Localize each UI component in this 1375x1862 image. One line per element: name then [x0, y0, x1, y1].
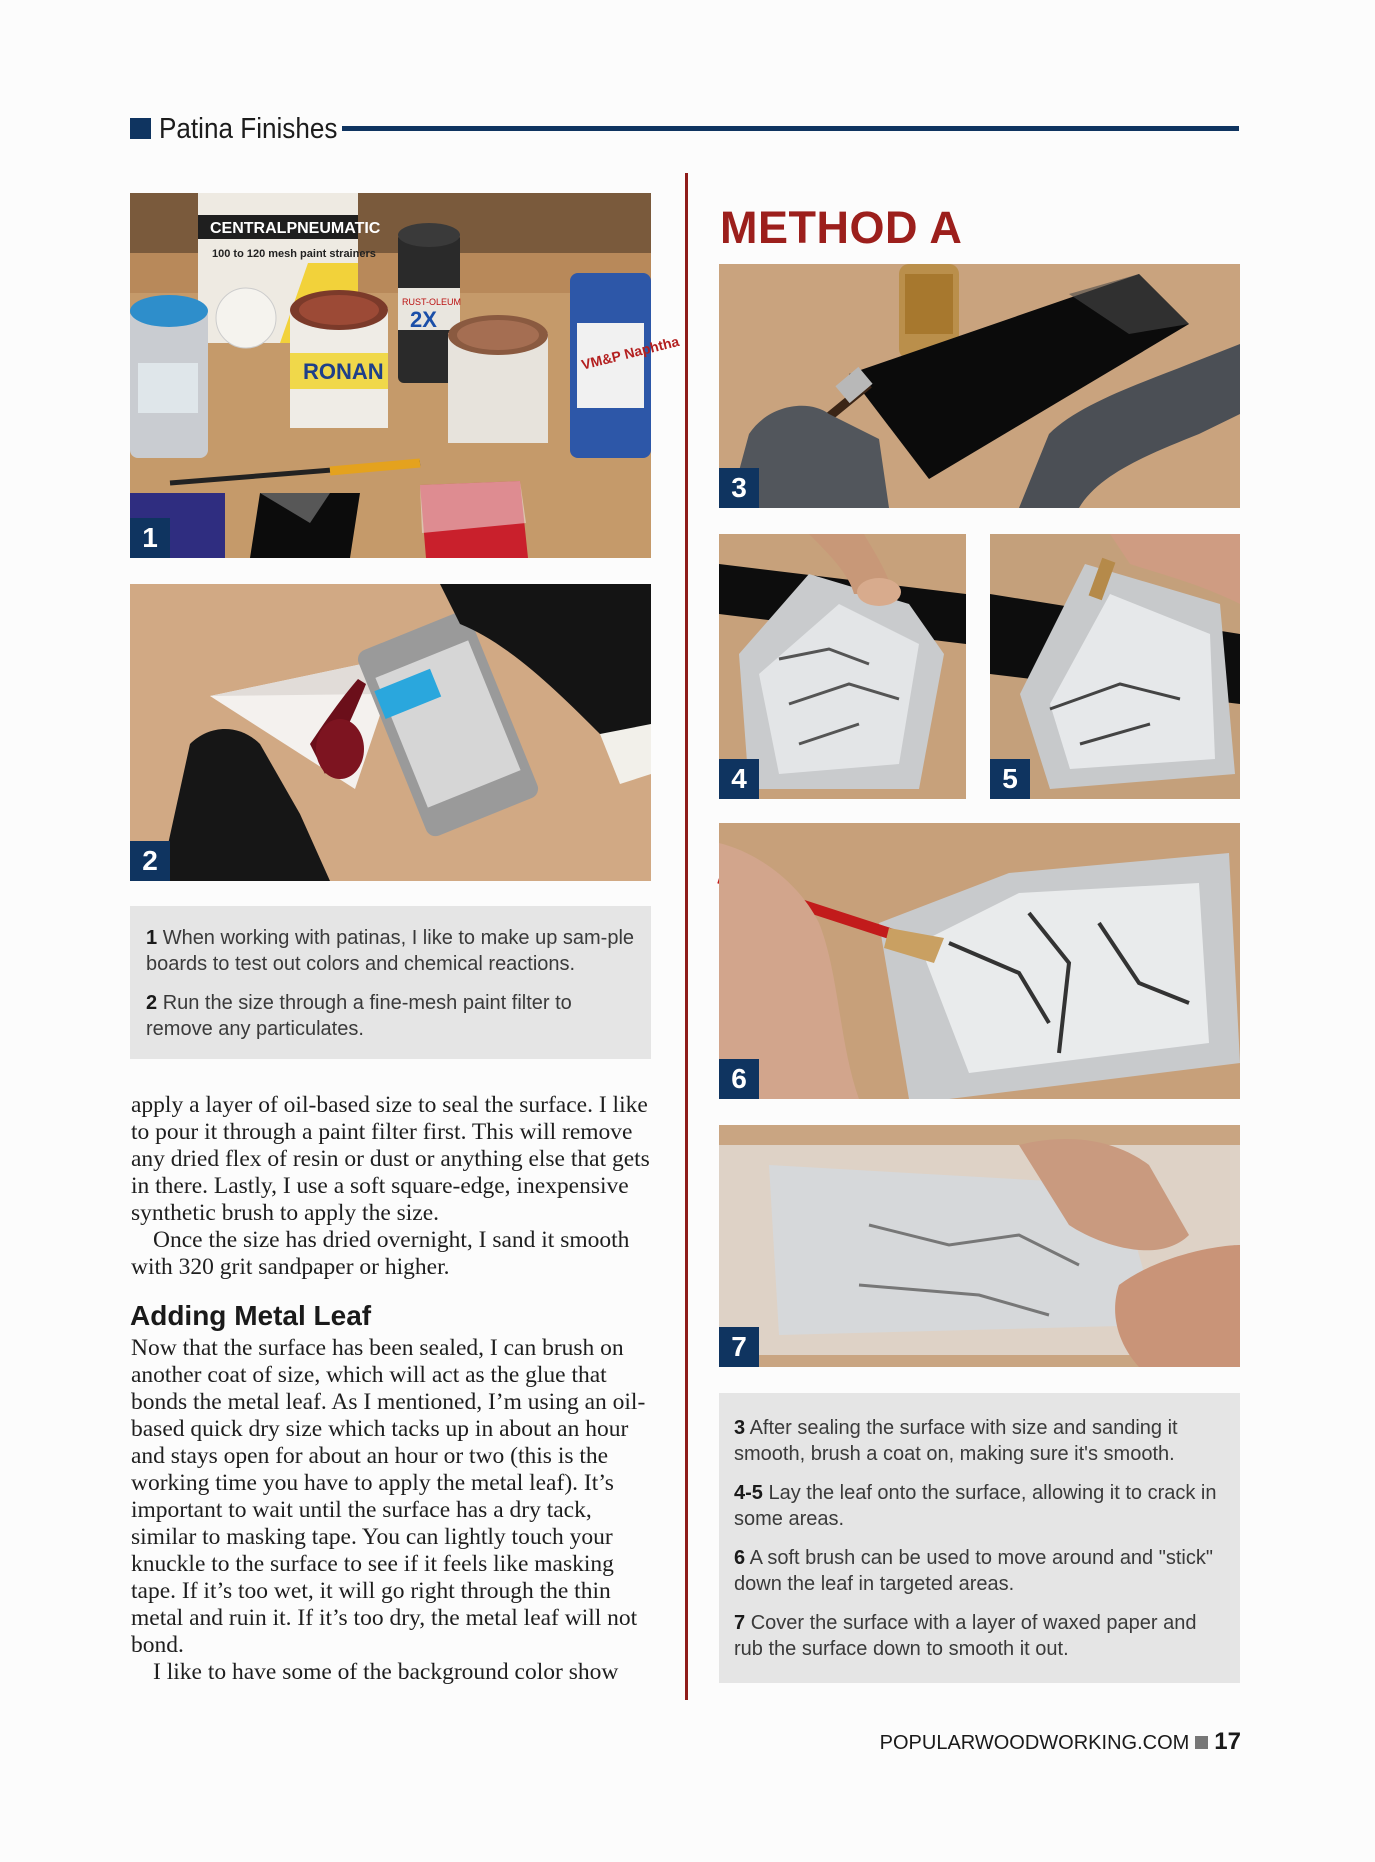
section-title: Patina Finishes [159, 113, 338, 145]
photo-2-pouring [130, 584, 651, 881]
photo-number-badge: 7 [719, 1327, 759, 1367]
caption-item: 4-5 Lay the leaf onto the surface, allowing it to crack in some areas. [734, 1482, 1217, 1530]
body-paragraph: Once the size has dried overnight, I sand it smooth with 320 grit sandpaper or higher. [131, 1227, 630, 1280]
photo-number-badge: 1 [130, 518, 170, 558]
photo-1-supplies [130, 193, 681, 558]
photo-number-badge: 2 [130, 841, 170, 881]
box-brand-label: CENTRALPNEUMATIC [210, 220, 381, 237]
section-header [130, 112, 1240, 144]
photo-number-badge: 5 [990, 759, 1030, 799]
spray-brand-label: RUST-OLEUM [402, 297, 462, 307]
photo-number-badge: 4 [719, 759, 759, 799]
ronan-label: RONAN [303, 359, 384, 384]
caption-item: 2 Run the size through a fine-mesh paint filter to remove any particulates. [146, 992, 572, 1040]
footer-square-icon [1195, 1736, 1208, 1749]
photo-5-cracking-leaf [990, 534, 1240, 799]
caption-box-right [719, 1393, 1240, 1683]
page-footer [880, 1729, 1241, 1756]
photo-number-badge: 3 [719, 468, 759, 508]
caption-item: 1 When working with patinas, I like to make up sam-ple boards to test out colors and chemical reactions. [146, 927, 635, 975]
caption-item: 7 Cover the surface with a layer of waxed paper and rub the surface down to smooth it out. [734, 1612, 1197, 1660]
spray-big-label: 2X [410, 307, 437, 332]
column-divider [685, 173, 688, 1700]
body-paragraph: Now that the surface has been sealed, I can brush on another coat of size, which will act as the glue that bonds the metal leaf. As I mentioned, I’m using an oil-based quick dry size which tacks up in about an hour and stays open for about an hour or two (this is the working time you have to apply the metal leaf). It’s important to wait until the surface has a dry tack, similar to masking tape. You can lightly touch your knuckle to the surface to see if it feels like masking tape. If it’s too wet, it will go right through the thin metal and ruin it. If it’s too dry, the metal leaf will not bond. [131, 1335, 646, 1658]
method-title: METHOD A [720, 202, 963, 253]
section-rule [342, 126, 1239, 131]
naphtha-label: VM&P Naphtha [579, 332, 681, 373]
body-text-upper [131, 1092, 661, 1281]
box-text-label: 100 to 120 mesh paint strainers [212, 248, 376, 260]
photo-3-brushing-size [719, 264, 1240, 508]
page-number: 17 [1214, 1728, 1241, 1755]
body-text-lower [131, 1335, 661, 1686]
section-marker-icon [130, 118, 151, 139]
caption-item: 3 After sealing the surface with size and sanding it smooth, brush a coat on, making sure it's smooth. [734, 1417, 1178, 1465]
caption-box-left [130, 906, 651, 1059]
body-paragraph: apply a layer of oil-based size to seal the surface. I like to pour it through a paint filter first. This will remove any dried flex of resin or dust or anything else that gets in there. Lastly, I use a soft square-edge, inexpensive synthetic brush to apply the size. [131, 1092, 650, 1226]
footer-site: POPULARWOODWORKING.COM [879, 1732, 1190, 1754]
photo-4-laying-leaf [719, 534, 966, 799]
photo-number-badge: 6 [719, 1059, 759, 1099]
subheading: Adding Metal Leaf [130, 1300, 372, 1331]
caption-item: 6 A soft brush can be used to move around and "stick" down the leaf in targeted areas. [734, 1547, 1213, 1595]
photo-6-brushing-leaf [719, 823, 1240, 1099]
photo-7-waxed-paper [719, 1125, 1240, 1367]
body-paragraph: I like to have some of the background color show [153, 1659, 619, 1685]
